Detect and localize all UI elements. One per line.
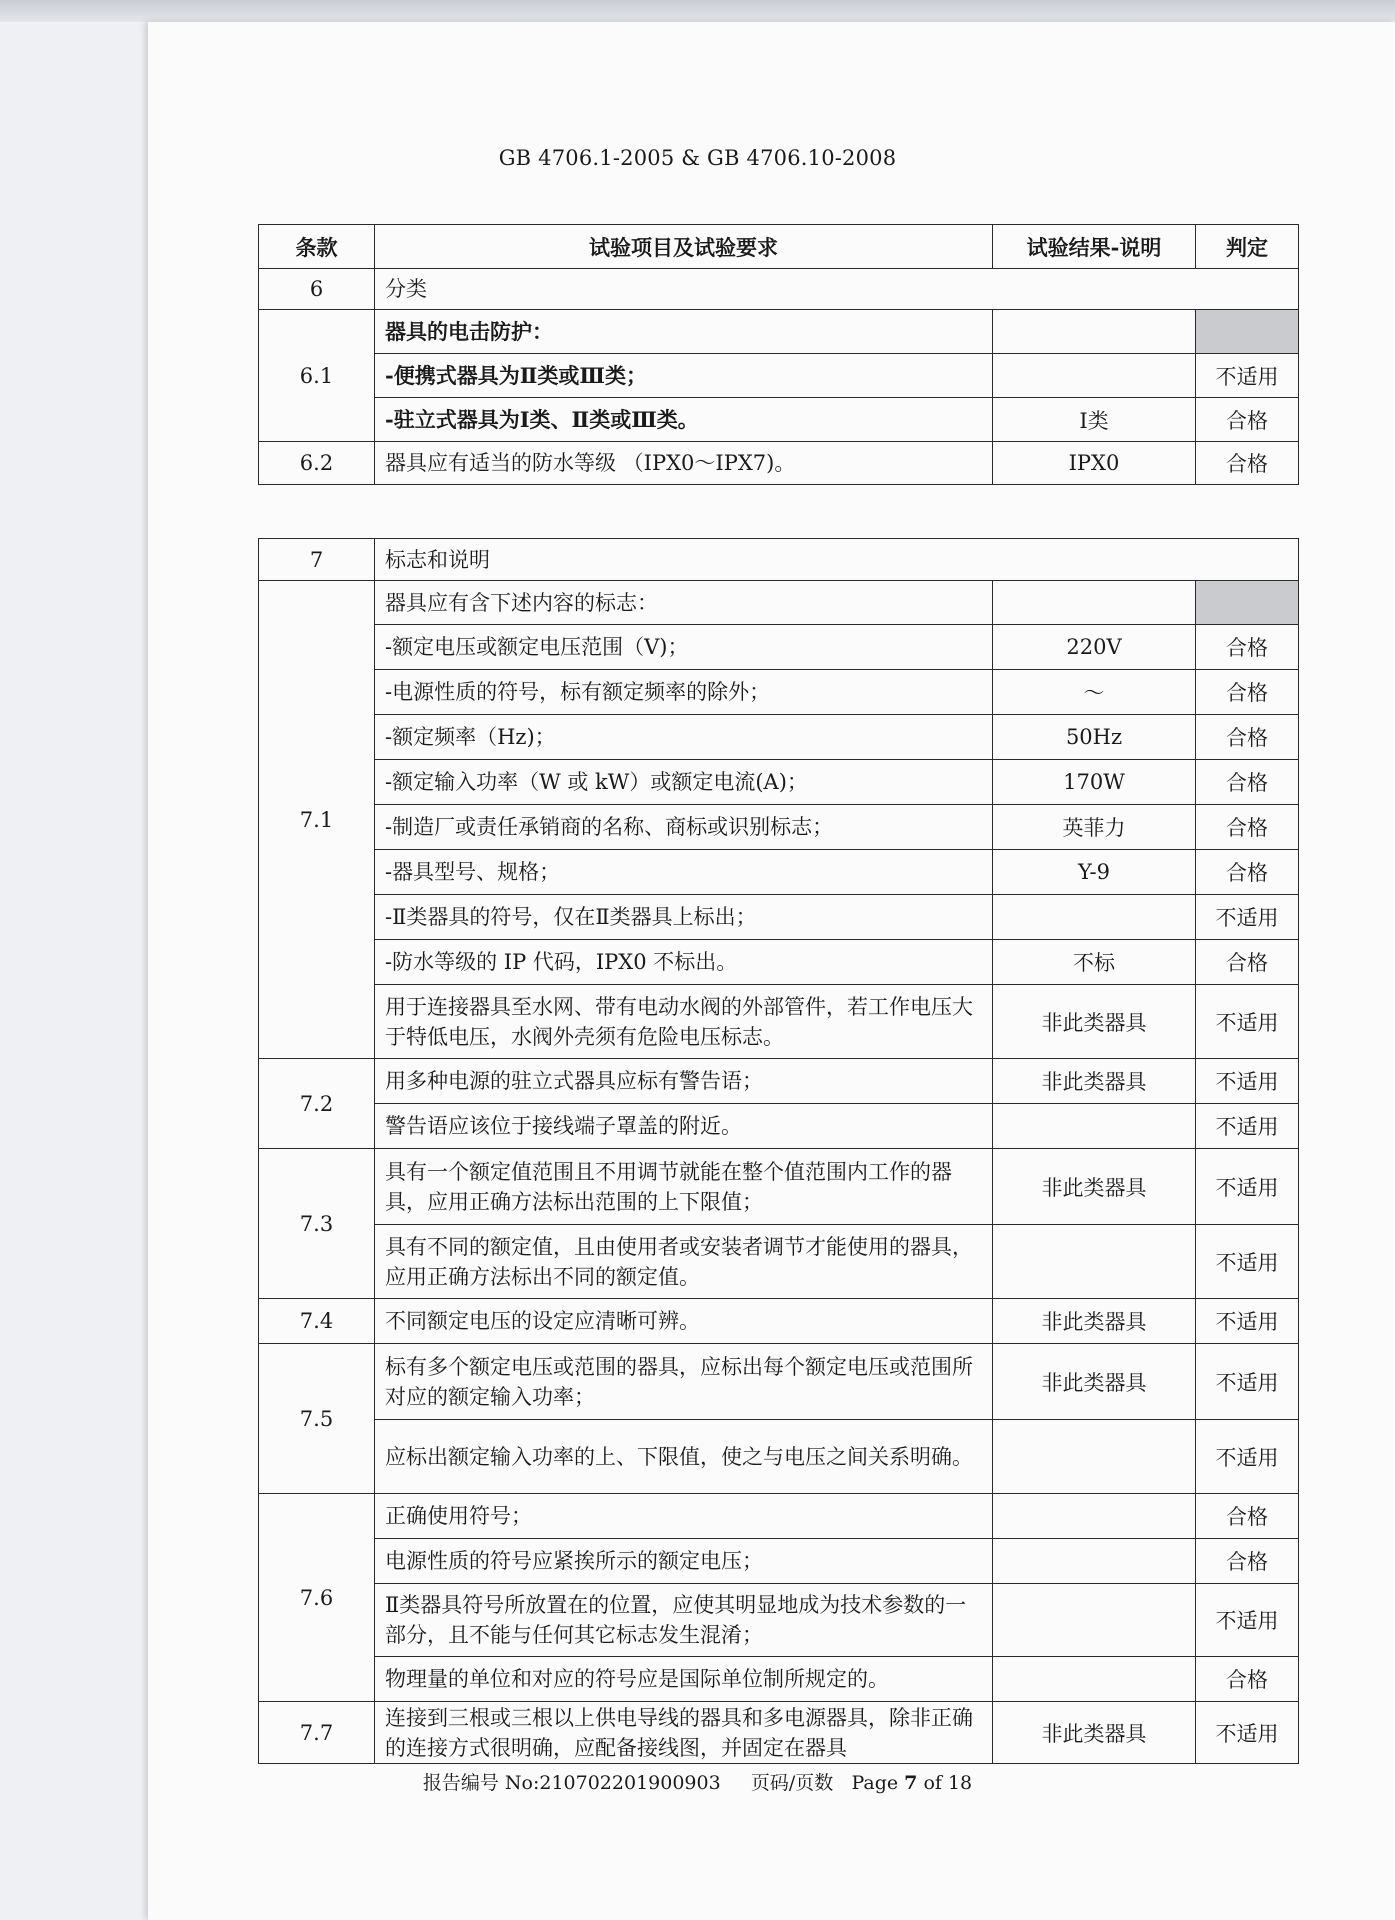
item-cell: 标有多个额定电压或范围的器具，应标出每个额定电压或范围所对应的额定输入功率； (375, 1344, 993, 1420)
result-cell: 非此类器具 (993, 1702, 1196, 1764)
result-cell (993, 895, 1196, 940)
result-cell (993, 1539, 1196, 1584)
section-6-table (258, 224, 1299, 485)
verdict-cell: 不适用 (1196, 1584, 1299, 1657)
table-row (259, 398, 1299, 442)
clause-cell: 7.3 (259, 1149, 375, 1299)
result-cell: 非此类器具 (993, 1299, 1196, 1344)
result-cell: 170W (993, 760, 1196, 805)
verdict-cell: 不适用 (1196, 895, 1299, 940)
clause-cell: 7.5 (259, 1344, 375, 1494)
result-cell: 英菲力 (993, 805, 1196, 850)
table-row (259, 1494, 1299, 1539)
result-cell: 非此类器具 (993, 1149, 1196, 1225)
table-row (259, 625, 1299, 670)
item-cell: -防水等级的 IP 代码，IPX0 不标出。 (375, 940, 993, 985)
verdict-cell: 合格 (1196, 442, 1299, 485)
section-title-cell: 分类 (375, 269, 1299, 310)
result-cell: Ⅰ类 (993, 398, 1196, 442)
item-cell: 器具应有适当的防水等级 （IPX0～IPX7)。 (375, 442, 993, 485)
table-row (259, 1225, 1299, 1299)
verdict-cell: 不适用 (1196, 1420, 1299, 1494)
clause-cell: 7.2 (259, 1059, 375, 1149)
verdict-cell: 不适用 (1196, 1149, 1299, 1225)
item-cell: 用于连接器具至水网、带有电动水阀的外部管件，若工作电压大于特低电压，水阀外壳须有危险电压标志。 (375, 985, 993, 1059)
item-cell: 器具应有含下述内容的标志： (375, 581, 993, 625)
clause-cell: 7.1 (259, 581, 375, 1059)
item-cell: 正确使用符号； (375, 1494, 993, 1539)
result-cell (993, 1225, 1196, 1299)
item-cell: -驻立式器具为Ⅰ类、Ⅱ类或Ⅲ类。 (375, 398, 993, 442)
table-row (259, 940, 1299, 985)
item-cell: -电源性质的符号，标有额定频率的除外； (375, 670, 993, 715)
header-result: 试验结果-说明 (993, 225, 1196, 269)
table-row (259, 581, 1299, 625)
result-cell (993, 1420, 1196, 1494)
page-current: 7 (904, 1772, 918, 1794)
table-row (259, 895, 1299, 940)
verdict-cell: 合格 (1196, 715, 1299, 760)
item-cell: -Ⅱ类器具的符号，仅在Ⅱ类器具上标出； (375, 895, 993, 940)
item-cell: -制造厂或责任承销商的名称、商标或识别标志； (375, 805, 993, 850)
table-row (259, 1104, 1299, 1149)
verdict-cell: 不适用 (1196, 1299, 1299, 1344)
result-cell: 非此类器具 (993, 1344, 1196, 1420)
result-cell (993, 581, 1196, 625)
table-row (259, 354, 1299, 398)
item-cell: 具有一个额定值范围且不用调节就能在整个值范围内工作的器具，应用正确方法标出范围的上下限值； (375, 1149, 993, 1225)
verdict-cell: 不适用 (1196, 1059, 1299, 1104)
verdict-cell-shaded (1196, 581, 1299, 625)
table-row (259, 985, 1299, 1059)
section-title-cell: 标志和说明 (375, 539, 1299, 581)
verdict-cell: 不适用 (1196, 1702, 1299, 1764)
table-row (259, 850, 1299, 895)
table-row (259, 539, 1299, 581)
result-cell (993, 354, 1196, 398)
verdict-cell: 合格 (1196, 625, 1299, 670)
result-cell: 不标 (993, 940, 1196, 985)
result-cell (993, 1584, 1196, 1657)
verdict-cell: 合格 (1196, 1539, 1299, 1584)
verdict-cell: 不适用 (1196, 1225, 1299, 1299)
page-total: of 18 (923, 1772, 973, 1794)
item-cell: 电源性质的符号应紧挨所示的额定电压； (375, 1539, 993, 1584)
verdict-cell-shaded (1196, 310, 1299, 354)
table-row (259, 760, 1299, 805)
verdict-cell: 合格 (1196, 760, 1299, 805)
clause-cell: 7 (259, 539, 375, 581)
table-row (259, 269, 1299, 310)
result-cell: ～ (993, 670, 1196, 715)
page-prefix: Page (851, 1772, 899, 1794)
table-row (259, 805, 1299, 850)
header-clause: 条款 (259, 225, 375, 269)
page-footer (0, 1768, 1395, 1795)
table-row (259, 1344, 1299, 1420)
clause-cell: 7.7 (259, 1702, 375, 1764)
table-row (259, 1420, 1299, 1494)
clause-cell: 6 (259, 269, 375, 310)
item-cell: -额定电压或额定电压范围（V)； (375, 625, 993, 670)
table-row (259, 1584, 1299, 1657)
table-row (259, 310, 1299, 354)
table-row (259, 1299, 1299, 1344)
verdict-cell: 不适用 (1196, 354, 1299, 398)
result-cell (993, 310, 1196, 354)
clause-cell: 7.4 (259, 1299, 375, 1344)
item-cell: -便携式器具为Ⅱ类或Ⅲ类； (375, 354, 993, 398)
item-cell: -额定输入功率（W 或 kW）或额定电流(A)； (375, 760, 993, 805)
report-number: 报告编号 No:210702201900903 (422, 1772, 721, 1794)
table-row (259, 1149, 1299, 1225)
verdict-cell: 合格 (1196, 805, 1299, 850)
item-cell: -额定频率（Hz)； (375, 715, 993, 760)
item-cell: 不同额定电压的设定应清晰可辨。 (375, 1299, 993, 1344)
result-cell: 220V (993, 625, 1196, 670)
clause-cell: 7.6 (259, 1494, 375, 1702)
table-row (259, 1702, 1299, 1764)
item-cell: 物理量的单位和对应的符号应是国际单位制所规定的。 (375, 1657, 993, 1702)
scan-edge (0, 0, 1395, 22)
result-cell: 50Hz (993, 715, 1196, 760)
result-cell: Y-9 (993, 850, 1196, 895)
clause-cell: 6.1 (259, 310, 375, 442)
result-cell (993, 1494, 1196, 1539)
item-cell: 具有不同的额定值，且由使用者或安装者调节才能使用的器具，应用正确方法标出不同的额定值。 (375, 1225, 993, 1299)
table-header-row (259, 225, 1299, 269)
document-header-title: GB 4706.1-2005 & GB 4706.10-2008 (498, 146, 897, 170)
table-row (259, 1539, 1299, 1584)
item-cell: 警告语应该位于接线端子罩盖的附近。 (375, 1104, 993, 1149)
result-cell: IPX0 (993, 442, 1196, 485)
item-cell: 器具的电击防护： (375, 310, 993, 354)
table-row (259, 670, 1299, 715)
item-cell: 连接到三根或三根以上供电导线的器具和多电源器具，除非正确的连接方式很明确，应配备接线图，并固定在器具 (375, 1702, 993, 1764)
verdict-cell: 不适用 (1196, 1344, 1299, 1420)
result-cell (993, 1657, 1196, 1702)
verdict-cell: 合格 (1196, 1494, 1299, 1539)
table-row (259, 442, 1299, 485)
verdict-cell: 合格 (1196, 940, 1299, 985)
item-cell: 应标出额定输入功率的上、下限值，使之与电压之间关系明确。 (375, 1420, 993, 1494)
clause-cell: 6.2 (259, 442, 375, 485)
header-verdict: 判定 (1196, 225, 1299, 269)
result-cell: 非此类器具 (993, 1059, 1196, 1104)
item-cell: -器具型号、规格； (375, 850, 993, 895)
verdict-cell: 合格 (1196, 850, 1299, 895)
verdict-cell: 不适用 (1196, 985, 1299, 1059)
table-row (259, 1657, 1299, 1702)
item-cell: Ⅱ类器具符号所放置在的位置，应使其明显地成为技术参数的一部分，且不能与任何其它标志发生混淆； (375, 1584, 993, 1657)
item-cell: 用多种电源的驻立式器具应标有警告语； (375, 1059, 993, 1104)
section-7-table (258, 538, 1299, 1764)
page-label: 页码/页数 (750, 1772, 834, 1794)
verdict-cell: 不适用 (1196, 1104, 1299, 1149)
result-cell: 非此类器具 (993, 985, 1196, 1059)
table-row (259, 1059, 1299, 1104)
header-item: 试验项目及试验要求 (375, 225, 993, 269)
result-cell (993, 1104, 1196, 1149)
table-row (259, 715, 1299, 760)
verdict-cell: 合格 (1196, 398, 1299, 442)
verdict-cell: 合格 (1196, 1657, 1299, 1702)
verdict-cell: 合格 (1196, 670, 1299, 715)
